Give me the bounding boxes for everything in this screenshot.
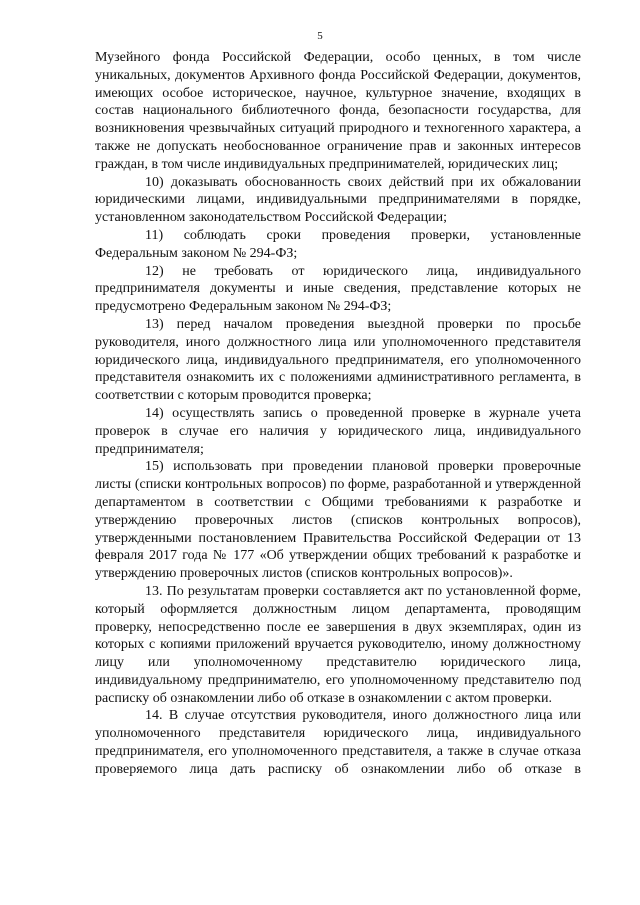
paragraph-item-11: 11) соблюдать сроки проведения проверки, установленные Федеральным законом № 294-ФЗ; [95, 227, 581, 261]
paragraph-item-10: 10) доказывать обоснованность своих действий при их обжаловании юридическими лицами, индивидуальными предпринимателями в порядке, установленном законодательством Российской Федерации; [95, 174, 581, 226]
paragraph-item-12: 12) не требовать от юридического лица, индивидуального предпринимателя документы и иные сведения, представление которых не предусмотрено Федеральным законом № 294-ФЗ; [95, 263, 581, 315]
paragraph-item-13: 13) перед началом проведения выездной проверки по просьбе руководителя, иного должностного лица или уполномоченного представителя юридического лица, индивидуального предпринимателя, его уполномоченного представителя ознакомить их с положениями административного регламента, в соответствии с которым проводится проверка; [95, 316, 581, 404]
paragraph-clause-14: 14. В случае отсутствия руководителя, иного должностного лица или уполномоченного представителя юридического лица, индивидуального предпринимателя, его уполномоченного представителя, а также в случае отказа проверяемого лица дать расписку об ознакомлении либо об отказе в [95, 708, 581, 777]
paragraph-item-15: 15) использовать при проведении плановой проверки проверочные листы (списки контрольных вопросов) по форме, разработанной и утвержденной департаментом в соответствии с Общими требованиями к разработке и утверждению проверочных листов (списков контрольных вопросов), утвержденными постановлением Правительства Российской Федерации от 13 февраля 2017 года № 177 «Об утверждении общих требований к разработке и утверждению проверочных листов (списков контрольных вопросов)». [95, 459, 581, 582]
page-number: 5 [317, 30, 323, 42]
paragraph-item-14: 14) осуществлять запись о проведенной проверке в журнале учета проверок в случае его наличия у юридического лица, индивидуального предпринимателя; [95, 405, 581, 457]
paragraph-clause-13: 13. По результатам проверки составляется акт по установленной форме, который оформляется должностным лицом департамента, проводящим проверку, непосредственно после ее завершения в двух экземплярах, один из которых с копиями приложений вручается руководителю, иному должностному лицу или уполномоченному представителю юридического лица, индивидуальному предпринимателю, его уполномоченному представителю под расписку об ознакомлении либо об отказе в ознакомлении с актом проверки. [95, 583, 581, 706]
paragraph-continuation: Музейного фонда Российской Федерации, особо ценных, в том числе уникальных, документов Архивного фонда Российской Федерации, документов, имеющих особое историческое, научное, культурное значение, входящих в состав национального библиотечного фонда, безопасности государства, для возникновения чрезвычайных ситуаций природного и техногенного характера, а также не допускать необоснованное ограничение прав и законных интересов граждан, в том числе индивидуальных предпринимателей, юридических лиц; [95, 50, 581, 172]
document-body [95, 49, 581, 779]
